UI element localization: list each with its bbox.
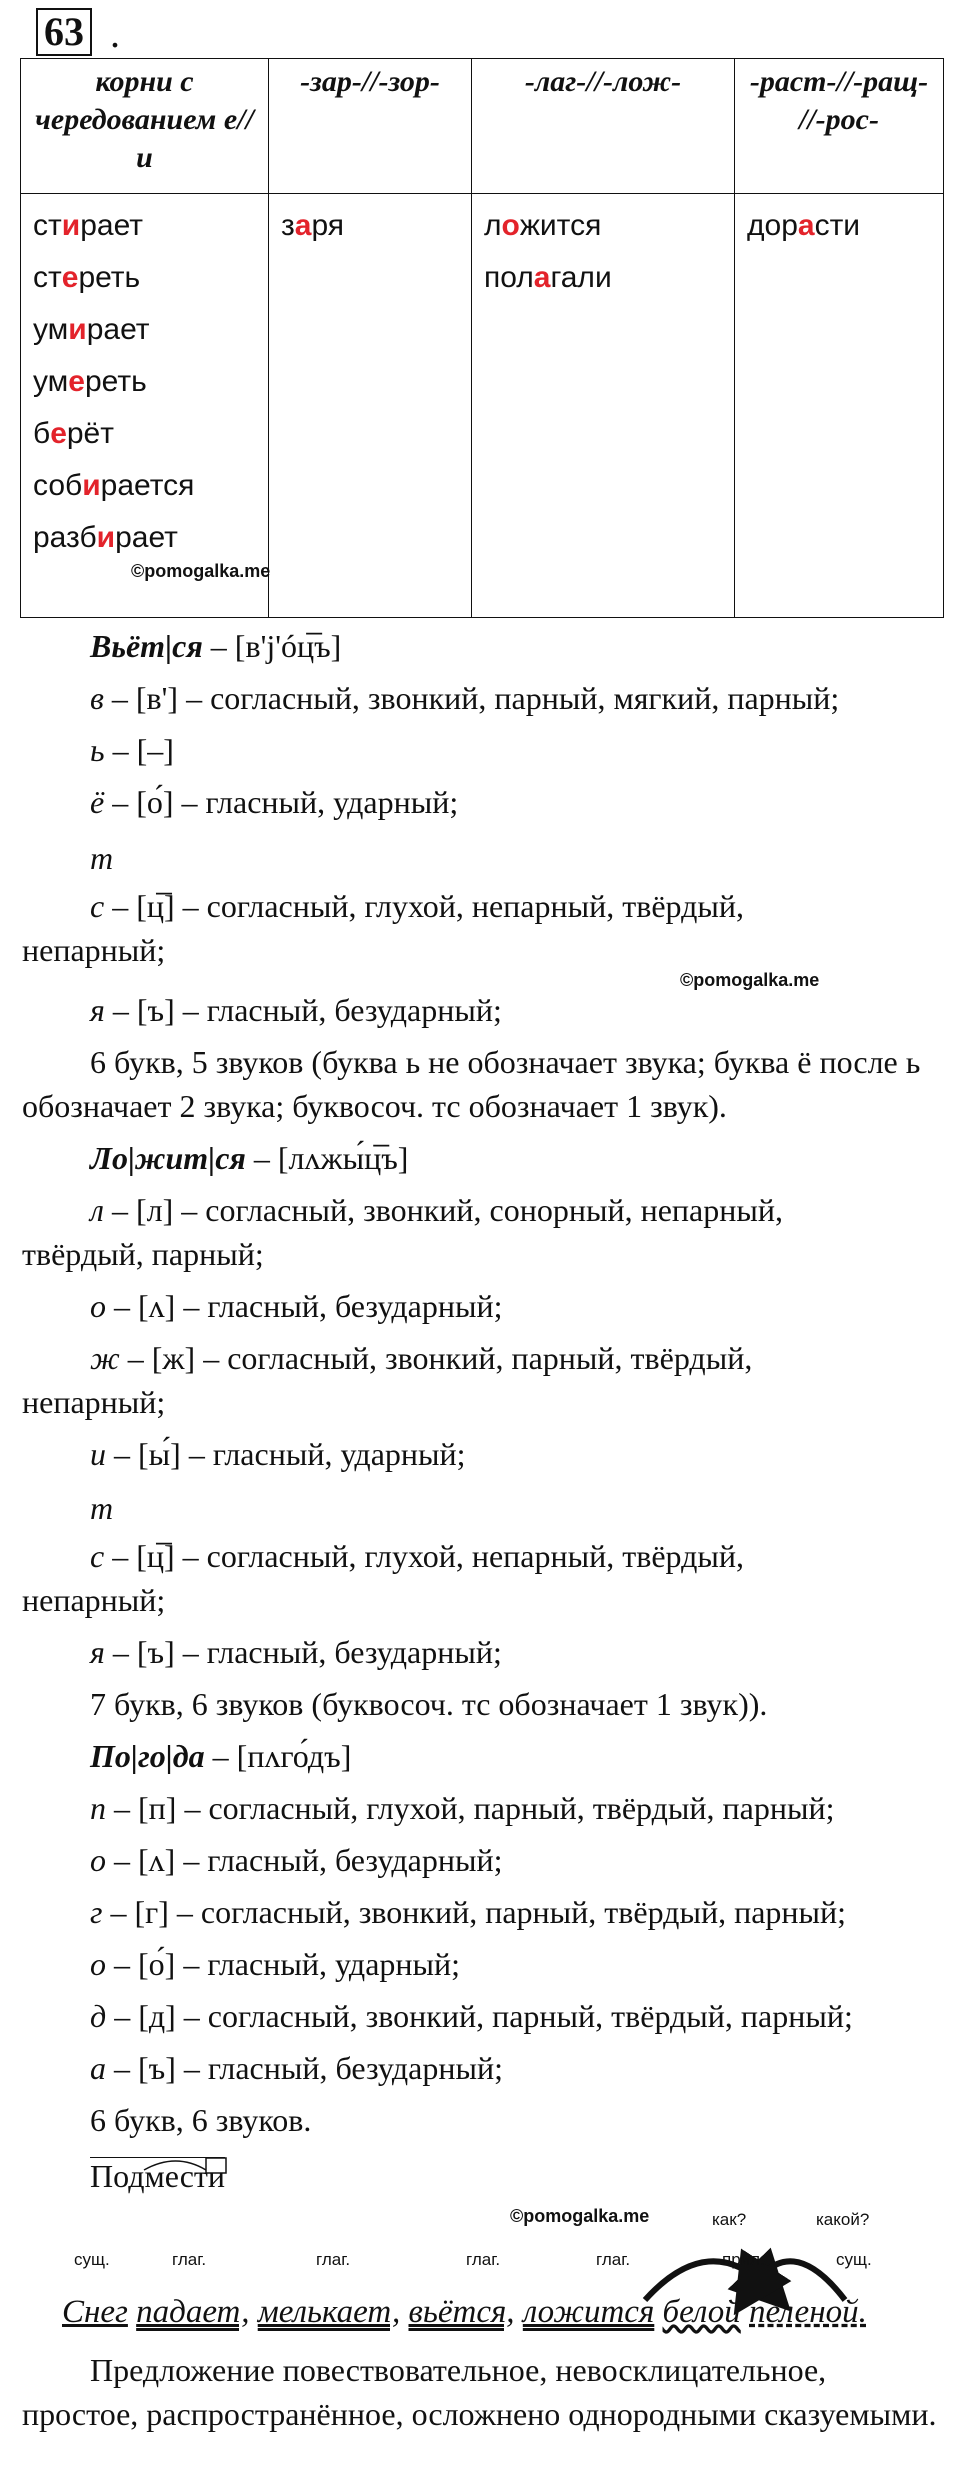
root-arc — [144, 2161, 206, 2170]
morpheme-marks — [88, 2150, 228, 2174]
alternating-vowel: а — [294, 209, 312, 242]
word-prefix: ст — [33, 209, 62, 242]
analysis-letter: д — [90, 1998, 107, 2034]
table-word — [33, 252, 256, 304]
analysis-description: – [ʌ] – гласный, безударный; — [106, 1842, 503, 1878]
analysis-line-continued: твёрдый, парный; — [22, 1236, 264, 1272]
word-list-zar-zor — [281, 200, 459, 252]
predicate-word: вьётся, — [408, 2294, 515, 2330]
analysis-letter: ё — [90, 784, 105, 820]
cell-lag-lozh-words — [472, 194, 735, 618]
analysis-description: – [л] – согласный, звонкий, сонорный, непарный, — [103, 1192, 783, 1228]
analysis-letter: в — [90, 680, 104, 716]
predicate-word: мелькает, — [257, 2294, 401, 2330]
word-list-rast-ros — [747, 200, 931, 252]
analysis-line — [90, 1288, 502, 1325]
analysis-letter: с — [90, 1538, 105, 1574]
alternating-vowel: о — [501, 209, 520, 242]
attribute-word: белой — [662, 2294, 741, 2330]
alternating-vowel: и — [82, 469, 101, 502]
header-alternation-e-i: корни с чередованием е//и — [21, 59, 269, 194]
word-prefix: ум — [33, 365, 69, 398]
word-prefix: ст — [33, 261, 62, 294]
analysis-letter: п — [90, 1790, 106, 1826]
word-prefix: ум — [33, 313, 69, 346]
analysis-line-t: т — [90, 840, 114, 876]
table-word — [281, 200, 459, 252]
analysis-letter: а — [90, 2050, 106, 2086]
header-zar-zor: -зар-//-зор- — [269, 59, 472, 194]
exercise-number: 63 — [36, 8, 92, 56]
alternating-vowel: е — [61, 261, 79, 294]
pos-label: сущ. — [836, 2250, 872, 2269]
analysis-line — [90, 888, 744, 925]
table-word — [33, 408, 256, 460]
analysis-description: – [о́] – гласный, ударный; — [104, 784, 459, 820]
roots-table — [20, 58, 944, 618]
analysis-letter: л — [90, 1192, 104, 1228]
analysis-letter: и — [90, 1436, 106, 1472]
question-kak: как? — [712, 2210, 747, 2229]
analysis-line — [90, 1998, 853, 2035]
cell-e-i-words — [21, 194, 269, 618]
analysis-description: – [ц̅] – согласный, глухой, непарный, твёрдый, — [104, 1538, 745, 1574]
pos-label: глаг. — [466, 2250, 501, 2269]
watermark: ©pomogalka.me — [131, 561, 271, 581]
analysis-heading-3: По|го|да – [пʌго́дъ] — [90, 1738, 352, 1774]
analysis-letter: я — [90, 1634, 105, 1670]
analysis-line-continued: непарный; — [22, 1582, 166, 1618]
analysis-letter: г — [90, 1894, 103, 1930]
word-list-lag-lozh — [484, 200, 722, 304]
word-rest: реть — [84, 365, 147, 398]
analysis-line — [90, 680, 839, 717]
word-prefix: дор — [747, 209, 798, 242]
alternating-vowel: е — [68, 365, 85, 398]
analysis-line-continued: непарный; — [22, 1384, 166, 1420]
table-word — [33, 356, 256, 408]
alternating-vowel: а — [797, 209, 815, 242]
pos-label: прил. — [722, 2250, 765, 2269]
word-prefix: соб — [33, 469, 83, 502]
analysis-line — [90, 1634, 502, 1671]
analysis-letter: о — [90, 1288, 106, 1324]
parsed-sentence — [62, 2294, 867, 2331]
header-rast-rasch-ros: -раст-//-ращ- //-рос- — [735, 59, 944, 194]
analysis-line — [90, 1192, 783, 1229]
alternating-vowel: и — [96, 521, 116, 554]
word-prefix: б — [33, 417, 51, 450]
pos-label: сущ. — [74, 2250, 110, 2269]
sentence-conclusion: Предложение повествовательное, невосклицательное, простое, распространённое, осложнено однородными сказуемыми. — [22, 2352, 937, 2432]
word-rest: рается — [100, 469, 195, 502]
cell-rast-ros-words — [735, 194, 944, 618]
analysis-heading-2: Ло|жит|ся – [лʌжы́ц̅ъ] — [90, 1140, 409, 1176]
word-prefix: з — [281, 209, 295, 242]
word-rest: рает — [86, 313, 150, 346]
word-rest: рает — [80, 209, 144, 242]
analysis-description: – [в'] – согласный, звонкий, парный, мягкий, парный; — [103, 680, 840, 716]
alternating-vowel: а — [533, 261, 551, 294]
table-header-row — [21, 59, 944, 194]
analysis-line — [90, 1436, 466, 1473]
table-word — [747, 200, 931, 252]
analysis-letter: ж — [90, 1340, 120, 1376]
analysis-description: – [ц̅] – согласный, глухой, непарный, твёрдый, — [104, 888, 745, 924]
analysis-description: – [ʌ] – гласный, безударный; — [106, 1288, 503, 1324]
word-rest: рает — [115, 521, 178, 554]
table-word — [33, 304, 256, 356]
word-list-e-i — [33, 200, 256, 564]
pos-label: глаг. — [316, 2250, 351, 2269]
analysis-description: – [–] — [104, 732, 174, 768]
table-word — [484, 252, 722, 304]
analysis-description: – [ъ] – гласный, безударный; — [104, 1634, 502, 1670]
analysis-letter: о — [90, 1946, 106, 1982]
alternating-vowel: и — [61, 209, 81, 242]
word-prefix: разб — [33, 521, 97, 554]
analysis-description: – [г] – согласный, звонкий, парный, твёрдый, парный; — [102, 1894, 847, 1930]
analysis-letter: о — [90, 1842, 106, 1878]
analysis-description: – [о́] – гласный, ударный; — [106, 1946, 461, 1982]
analysis-line-continued: непарный; — [22, 932, 166, 968]
alternating-vowel: е — [50, 417, 67, 450]
analysis-description: – [ы́] – гласный, ударный; — [106, 1436, 466, 1472]
cell-zar-zor-words — [269, 194, 472, 618]
analysis-line — [90, 732, 174, 769]
analysis-line — [90, 2050, 503, 2087]
morpheme-word: Подмести — [90, 2158, 226, 2194]
analysis-summary-2: 7 букв, 6 звуков (буквосоч. тс обозначает 1 звук)). — [90, 1686, 768, 1722]
analysis-letter: я — [90, 992, 105, 1028]
analysis-description: – [ъ] – гласный, безударный; — [104, 992, 502, 1028]
subject-word: Снег — [62, 2294, 128, 2330]
ending-box — [206, 2158, 226, 2173]
analysis-letter: ь — [90, 732, 105, 768]
header-lag-lozh: -лаг-//-лож- — [472, 59, 735, 194]
table-word — [33, 460, 256, 512]
pos-label: глаг. — [172, 2250, 207, 2269]
analysis-line — [90, 1340, 752, 1377]
watermark: ©pomogalka.me — [680, 970, 820, 990]
predicate-word: падает, — [136, 2294, 250, 2330]
word-prefix: л — [484, 209, 502, 242]
adverbial-word: пеленой. — [749, 2294, 867, 2330]
table-word — [33, 200, 256, 252]
analysis-line — [90, 992, 502, 1029]
table-body-row — [21, 194, 944, 618]
question-kakoi: какой? — [816, 2210, 870, 2229]
pos-label: глаг. — [596, 2250, 631, 2269]
analysis-description: – [д] – согласный, звонкий, парный, твёрдый, парный; — [106, 1998, 853, 2034]
word-rest: ря — [311, 209, 345, 242]
predicate-word: ложится — [522, 2294, 655, 2330]
analysis-line — [90, 1946, 460, 1983]
word-rest: реть — [78, 261, 141, 294]
table-word — [484, 200, 722, 252]
analysis-description: – [п] – согласный, глухой, парный, твёрдый, парный; — [106, 1790, 835, 1826]
word-rest: жится — [519, 209, 602, 242]
analysis-description: – [ж] – согласный, звонкий, парный, твёрдый, — [119, 1340, 753, 1376]
analysis-letter: с — [90, 888, 105, 924]
word-rest: рёт — [66, 417, 114, 450]
analysis-heading-1: Вьёт|ся – [в'j'óц̅ъ] — [90, 628, 342, 664]
word-rest: сти — [814, 209, 861, 242]
analysis-line — [90, 1538, 744, 1575]
word-rest: гали — [550, 261, 612, 294]
analysis-line — [90, 784, 458, 821]
word-prefix: пол — [484, 261, 534, 294]
analysis-description: – [ъ] – гласный, безударный; — [106, 2050, 504, 2086]
watermark: ©pomogalka.me — [510, 2206, 650, 2226]
analysis-line — [90, 1790, 834, 1827]
analysis-summary-1: 6 букв, 5 звуков (буква ь не обозначает звука; буква ё после ь обозначает 2 звука; буквосоч. тс обозначает 1 звук). — [22, 1044, 921, 1124]
alternating-vowel: и — [68, 313, 87, 346]
analysis-line — [90, 1894, 846, 1931]
exercise-number-dot: . — [110, 11, 120, 56]
analysis-line — [90, 1842, 502, 1879]
analysis-line-t: т — [90, 1490, 114, 1526]
analysis-summary-3: 6 букв, 6 звуков. — [90, 2102, 312, 2138]
